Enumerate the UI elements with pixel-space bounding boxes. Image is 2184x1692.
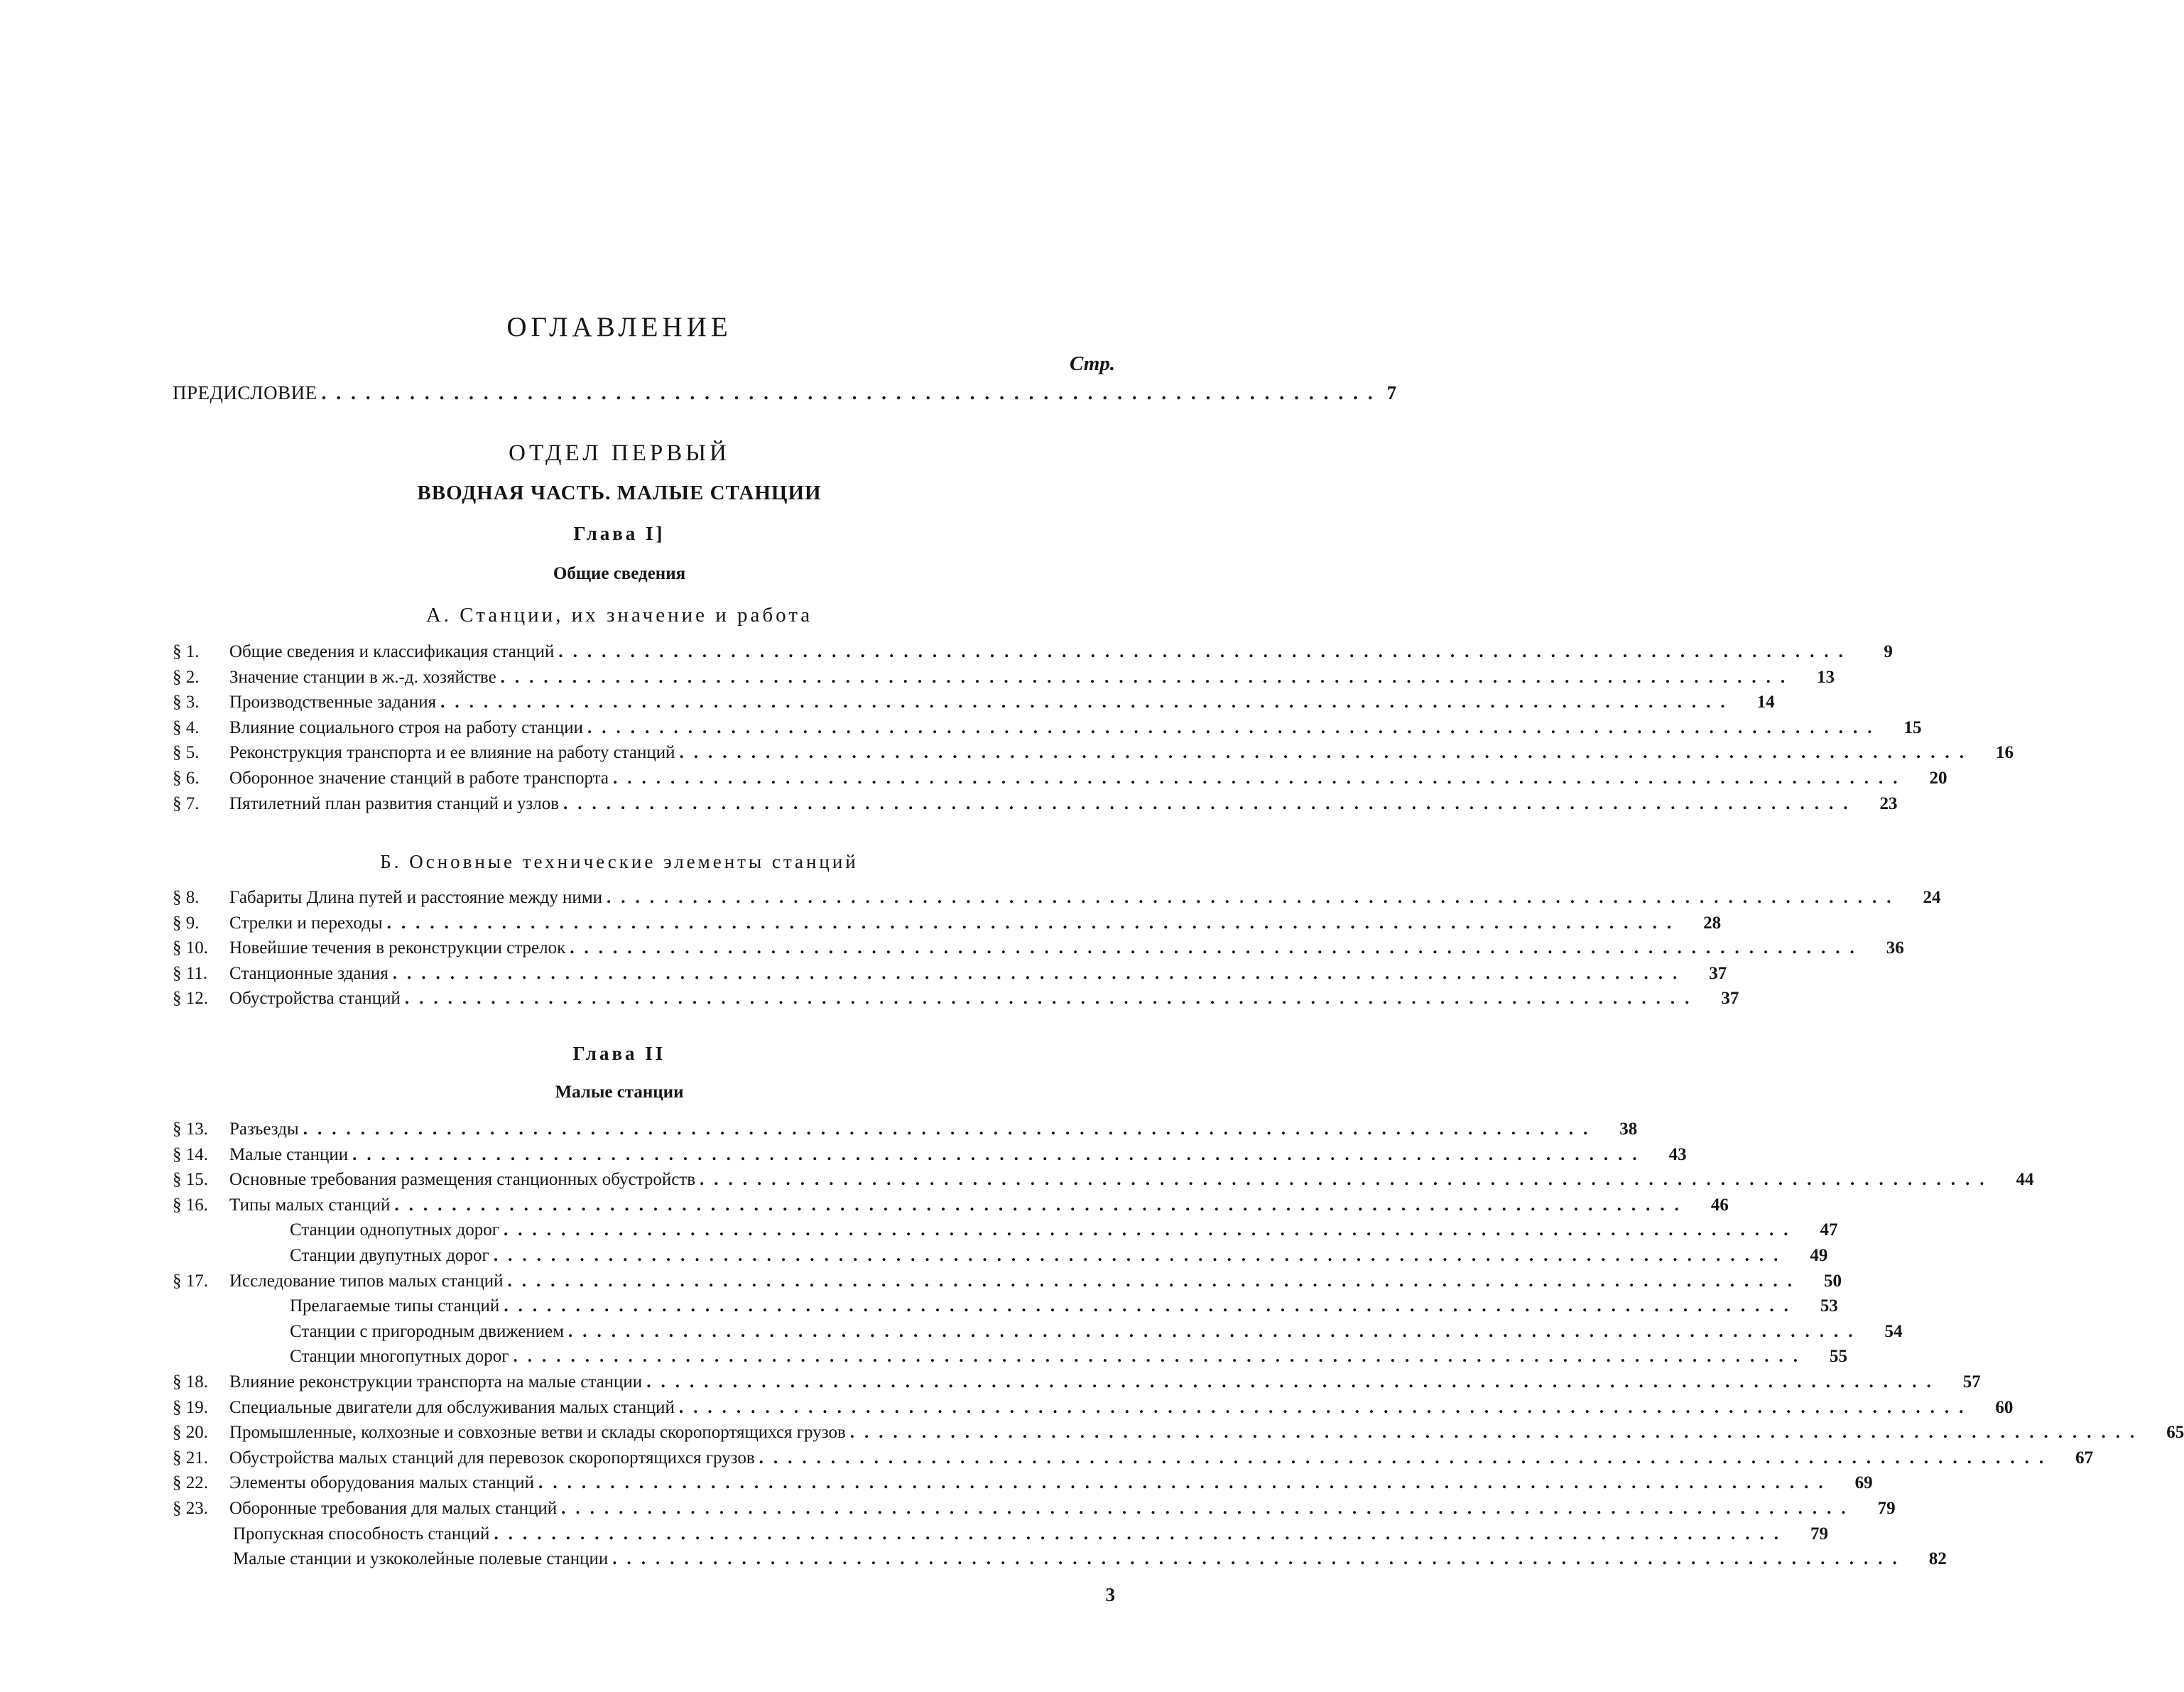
toc-entry: [173, 1170, 2034, 1195]
toc-entry-number: § 21.: [173, 1448, 208, 1468]
toc-entry-page: 54: [1884, 1321, 1903, 1341]
toc-entry: [173, 888, 1941, 913]
toc-entry: [173, 963, 1727, 989]
toc-entry: [173, 1271, 1842, 1297]
toc-entry-page: 55: [1829, 1347, 1847, 1367]
toc-entry-page: 13: [1817, 667, 1835, 687]
dot-leader: ..........................................................................................: [494, 1524, 1788, 1544]
toc-entry-number: § 3.: [173, 693, 200, 712]
toc-entry-title: Элементы оборудования малых станций: [229, 1473, 535, 1493]
toc-entry-number: § 19.: [173, 1397, 208, 1417]
toc-entry-page: 67: [2075, 1448, 2094, 1468]
toc-entry-title: Стрелки и переходы: [229, 913, 383, 933]
toc-entry-title: Общие сведения и классификация станций: [229, 642, 555, 661]
section-b-heading: Б. Основные технические элементы станций: [380, 851, 859, 872]
toc-entry: [173, 717, 1922, 744]
toc-entry-page: 79: [1877, 1498, 1896, 1518]
dot-leader: ..........................................................................................: [612, 768, 1908, 788]
dot-leader: ..........................................................................................: [394, 1195, 1689, 1215]
toc-entry-number: § 7.: [173, 793, 200, 813]
toc-entry: [173, 1144, 1687, 1171]
toc-entry-page: 9: [1884, 642, 1893, 661]
toc-entry: [173, 743, 2014, 769]
dot-leader: ..........................................................................................: [386, 913, 1682, 933]
dot-leader: ..........................................................................................: [504, 1220, 1798, 1240]
dot-leader: ..........................................................................................: [500, 667, 1795, 687]
toc-entry: [173, 1220, 1838, 1246]
toc-entry-page: 20: [1929, 768, 1947, 788]
dot-leader: ..........................................................................................: [303, 1119, 1598, 1139]
toc-entry-number: § 1.: [173, 642, 200, 661]
toc-entry-page: 43: [1668, 1144, 1687, 1164]
toc-entry-number: § 14.: [173, 1144, 208, 1164]
toc-entry: [173, 1119, 1638, 1145]
dot-leader: ..........................................................................................: [570, 938, 1864, 958]
dot-leader: ..........................................................................................: [607, 888, 1901, 907]
dot-leader: ..........................................................................................: [440, 693, 1735, 712]
toc-entry-number: § 9.: [173, 913, 200, 933]
dot-leader: ..........................................................................................: [558, 642, 1853, 661]
toc-entry: [173, 693, 1775, 718]
toc-entry-title: Обустройства малых станций для перевозок скоропортящихся грузов: [229, 1448, 755, 1468]
toc-entry-title: Влияние реконструкции транспорта на малые станции: [229, 1372, 643, 1392]
toc-entry-page: 24: [1923, 888, 1941, 907]
chapter-2-title: Малые станции: [555, 1083, 684, 1102]
dot-leader: ..........................................................................................: [561, 1498, 1856, 1518]
chapter-2-label: Глава II: [572, 1043, 666, 1064]
toc-entry-title: Прелагаемые типы станций: [290, 1296, 500, 1316]
toc-entry-number: § 18.: [173, 1372, 208, 1392]
dot-leader: ..........................................................................................: [568, 1321, 1863, 1341]
dot-leader: ..........................................................................................: [700, 1170, 1994, 1190]
toc-entry-title: Оборонные требования для малых станций: [229, 1498, 558, 1518]
dot-leader: ..........................................................................................: [538, 1473, 1833, 1493]
toc-entry: [173, 1448, 2094, 1474]
dot-leader: ........................................................................: [321, 382, 1383, 403]
page-column-label: Стр.: [1069, 352, 1115, 375]
toc-entry-number: § 5.: [173, 743, 200, 763]
toc-entry: [173, 1195, 1729, 1221]
dot-leader: ..........................................................................................: [504, 1296, 1798, 1316]
dot-leader: ..........................................................................................: [563, 793, 1858, 813]
toc-entry: [173, 1423, 2184, 1448]
toc-entry-page: 79: [1810, 1524, 1828, 1544]
toc-entry: [173, 667, 1835, 693]
toc-entry-page: 49: [1810, 1245, 1828, 1265]
section-a-list: [173, 642, 2014, 819]
toc-entry-title: Станции двупутных дорог: [290, 1245, 489, 1265]
toc-entry: [173, 1498, 1896, 1524]
toc-entry-page: 23: [1879, 793, 1898, 813]
toc-entry-title: Исследование типов малых станций: [229, 1271, 504, 1291]
toc-entry-number: § 23.: [173, 1498, 208, 1518]
toc-entry-title: Станции многопутных дорог: [290, 1347, 509, 1367]
dot-leader: ..........................................................................................: [507, 1271, 1803, 1291]
toc-entry-number: § 22.: [173, 1473, 208, 1493]
toc-entry-number: § 17.: [173, 1271, 208, 1291]
toc-entry-number: § 13.: [173, 1119, 208, 1139]
toc-entry-title: Реконструкция транспорта и ее влияние на работу станций: [229, 743, 675, 763]
toc-entry: [173, 1296, 1838, 1322]
toc-entry-title: Значение станции в ж.-д. хозяйстве: [229, 667, 496, 687]
toc-entry-page: 15: [1903, 717, 1922, 737]
toc-entry-title: Малые станции и узкоколейные полевые станции: [233, 1549, 609, 1569]
toc-entry-title: Основные требования размещения станционных обустройств: [229, 1170, 696, 1190]
toc-entry: [173, 913, 1722, 939]
dot-leader: ..........................................................................................: [679, 743, 1974, 763]
toc-entry-title: Разъезды: [229, 1119, 299, 1139]
toc-entry: [173, 938, 1904, 964]
toc-entry-number: § 11.: [173, 963, 208, 983]
page-title: ОГЛАВЛЕНИЕ: [506, 312, 732, 342]
dot-leader: ..........................................................................................: [678, 1397, 1974, 1417]
toc-entry-title: Станционные здания: [229, 963, 389, 983]
dot-leader: ..........................................................................................: [392, 963, 1688, 983]
toc-entry: [173, 1245, 1828, 1271]
dot-leader: ..........................................................................................: [493, 1245, 1788, 1265]
chapter-1-label: Глава I]: [573, 523, 665, 544]
toc-entry: [173, 1397, 2014, 1423]
toc-entry: [173, 1347, 1847, 1372]
page-number: 3: [1105, 1584, 1115, 1605]
section-a-heading: А. Станции, их значение и работа: [425, 604, 813, 627]
toc-entry-page: 14: [1756, 693, 1775, 712]
toc-entry-page: 69: [1854, 1473, 1873, 1493]
toc-entry: [173, 1524, 1828, 1550]
toc-entry-title: Обустройства станций: [229, 989, 401, 1009]
toc-entry-page: 28: [1703, 913, 1722, 933]
toc-entry-title: Пропускная способность станций: [233, 1524, 490, 1544]
toc-entry-number: § 4.: [173, 717, 200, 737]
part-heading: ОТДЕЛ ПЕРВЫЙ: [509, 440, 730, 466]
toc-entry-title: Пятилетний план развития станций и узлов: [229, 793, 560, 813]
toc-entry: [173, 989, 1739, 1014]
toc-entry: [173, 1372, 1981, 1398]
dot-leader: ..........................................................................................: [849, 1423, 2145, 1443]
toc-entry-number: § 12.: [173, 989, 208, 1009]
toc-entry: [173, 1473, 1873, 1499]
toc-entry-page: 16: [1996, 743, 2014, 763]
dot-leader: ..........................................................................................: [404, 989, 1700, 1009]
toc-entry: [173, 1321, 1903, 1347]
toc-entry-page: 46: [1710, 1195, 1729, 1215]
dot-leader: ..........................................................................................: [352, 1144, 1647, 1164]
toc-entry-title: Малые станции: [229, 1144, 349, 1164]
dot-leader: ..........................................................................................: [612, 1549, 1907, 1569]
toc-entry-page: 65: [2166, 1423, 2184, 1443]
toc-entry-page: 53: [1820, 1296, 1838, 1316]
preface-page: 7: [1386, 382, 1397, 403]
toc-entry-page: 57: [1962, 1372, 1981, 1392]
toc-entry-title: Новейшие течения в реконструкции стрелок: [229, 938, 566, 958]
dot-leader: ..........................................................................................: [759, 1448, 2054, 1468]
toc-entry-page: 82: [1928, 1549, 1947, 1569]
toc-entry-number: § 20.: [173, 1423, 208, 1443]
toc-entry-title: Станции с пригородным движением: [290, 1321, 565, 1341]
toc-entry-title: Влияние социального строя на работу станции: [229, 717, 584, 737]
toc-entry: [173, 1549, 1947, 1575]
toc-entry-page: 60: [1995, 1397, 2014, 1417]
dot-leader: ..........................................................................................: [513, 1347, 1808, 1367]
toc-entry-page: 38: [1619, 1119, 1638, 1139]
toc-entry-title: Специальные двигатели для обслуживания малых станций: [229, 1397, 675, 1417]
section-b-list: [173, 888, 1941, 1014]
toc-entry-number: § 15.: [173, 1170, 208, 1190]
part-subtitle: ВВОДНАЯ ЧАСТЬ. МАЛЫЕ СТАНЦИИ: [417, 482, 822, 504]
toc-entry-page: 50: [1824, 1271, 1842, 1291]
toc-entry: [173, 642, 1893, 668]
toc-entry-number: § 16.: [173, 1195, 208, 1215]
toc-entry: [173, 768, 1947, 794]
toc-entry: [173, 793, 1898, 820]
toc-entry-page: 47: [1820, 1220, 1838, 1240]
dot-leader: ..........................................................................................: [587, 717, 1882, 737]
toc-entry-title: Станции однопутных дорог: [290, 1220, 500, 1240]
chapter-2-list: [173, 1119, 2184, 1575]
chapter-1-title: Общие сведения: [553, 564, 686, 583]
toc-entry-title: Оборонное значение станций в работе транспорта: [229, 768, 609, 788]
toc-entry-page: 44: [2016, 1170, 2034, 1190]
toc-entry-page: 37: [1721, 989, 1739, 1009]
toc-entry-title: Габариты Длина путей и расстояние между ними: [229, 888, 603, 907]
toc-entry-number: § 10.: [173, 938, 208, 958]
preface-entry: [173, 382, 1397, 408]
toc-entry-title: Промышленные, колхозные и совхозные ветви и склады скоропортящихся грузов: [229, 1423, 846, 1443]
dot-leader: ..........................................................................................: [646, 1372, 1941, 1392]
toc-entry-number: § 6.: [173, 768, 200, 788]
toc-entry-number: § 8.: [173, 888, 200, 907]
toc-entry-page: 36: [1886, 938, 1904, 958]
preface-label: ПРЕДИСЛОВИЕ: [173, 382, 317, 403]
toc-entry-page: 37: [1709, 963, 1727, 983]
toc-entry-number: § 2.: [173, 667, 200, 687]
toc-entry-title: Типы малых станций: [229, 1195, 391, 1215]
toc-entry-title: Производственные задания: [229, 693, 437, 712]
